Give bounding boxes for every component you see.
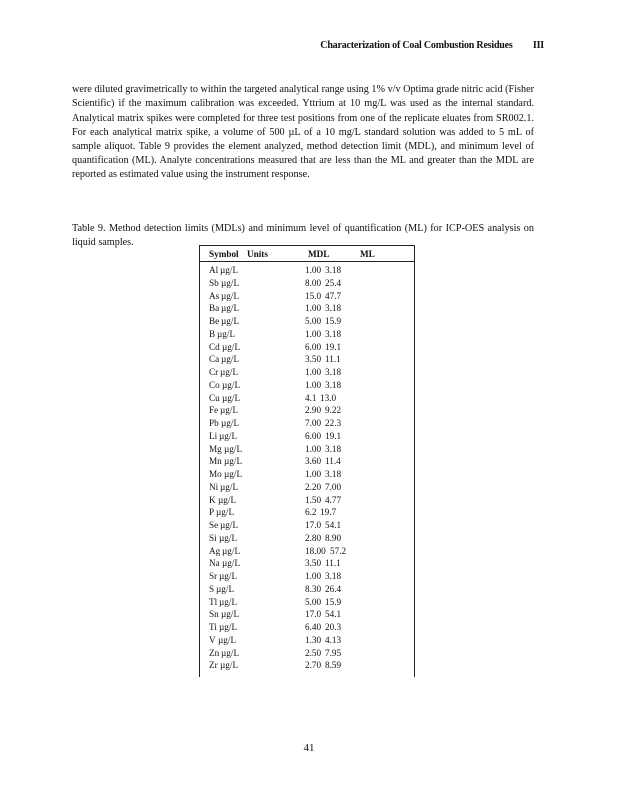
cell-mdl: 1.00 <box>305 367 322 377</box>
cell-symbol: S <box>209 583 215 594</box>
cell-mdl: 1.00 <box>305 265 322 275</box>
table-row <box>200 494 414 507</box>
cell-symbol: Mn <box>209 456 222 467</box>
cell-symbol: Ni <box>209 481 219 492</box>
cell-units: µg/L <box>216 583 235 594</box>
table-row <box>200 608 414 621</box>
cell-ml: 3.18 <box>325 367 342 377</box>
cell-ml: 3.18 <box>325 328 342 339</box>
cell-symbol: Zn <box>209 647 220 658</box>
cell-ml: 3.18 <box>325 303 342 314</box>
cell-units: µg/L <box>217 328 236 339</box>
cell-symbol: Cr <box>209 367 219 377</box>
cell-mdl: 5.00 <box>305 596 322 607</box>
cell-ml: 20.3 <box>325 622 342 632</box>
cell-units: µg/L <box>222 558 241 569</box>
header-part: III <box>532 40 544 51</box>
table-row <box>200 519 414 532</box>
table-row <box>200 290 414 303</box>
cell-mdl: 2.90 <box>305 405 322 416</box>
cell-symbol: K <box>209 494 216 505</box>
cell-mdl: 1.50 <box>305 494 322 505</box>
cell-units: µg/L <box>221 303 240 314</box>
cell-symbol: Li <box>209 430 218 441</box>
cell-symbol: Ti <box>209 622 217 632</box>
table-row <box>200 455 414 468</box>
cell-units: µg/L <box>220 660 239 671</box>
cell-units: µg/L <box>220 520 239 530</box>
cell-symbol: Mg <box>209 443 222 454</box>
cell-units: µg/L <box>218 494 237 505</box>
table-row <box>200 430 414 443</box>
cell-ml: 3.18 <box>325 443 342 454</box>
cell-symbol: B <box>209 328 216 339</box>
cell-mdl: 1.00 <box>305 443 322 454</box>
cell-symbol: Cd <box>209 341 220 352</box>
table-row <box>200 621 414 634</box>
table-row <box>200 557 414 570</box>
table-row <box>200 277 414 290</box>
cell-mdl: 18.00 <box>305 545 326 556</box>
table-body <box>200 264 414 672</box>
cell-ml: 26.4 <box>325 583 342 594</box>
table-row <box>200 506 414 519</box>
cell-units: µg/L <box>219 596 238 607</box>
cell-ml: 9.22 <box>325 405 342 416</box>
cell-symbol: Sr <box>209 571 218 581</box>
table-row <box>200 341 414 354</box>
cell-symbol: Be <box>209 316 220 326</box>
table-row <box>200 570 414 583</box>
cell-mdl: 8.30 <box>305 583 322 594</box>
table-row <box>200 404 414 417</box>
cell-units: µg/L <box>220 265 239 275</box>
cell-ml: 15.9 <box>325 596 342 607</box>
cell-mdl: 2.20 <box>305 481 322 492</box>
cell-ml: 8.90 <box>325 532 342 543</box>
cell-units: µg/L <box>221 290 240 301</box>
cell-symbol: Tl <box>209 596 218 607</box>
cell-units: µg/L <box>220 481 239 492</box>
cell-units: µg/L <box>216 507 235 518</box>
cell-mdl: 1.30 <box>305 634 322 645</box>
table-row <box>200 328 414 341</box>
table-row <box>200 659 414 672</box>
cell-units: µg/L <box>221 316 240 326</box>
cell-mdl: 6.2 <box>305 507 317 518</box>
cell-mdl: 2.80 <box>305 532 322 543</box>
cell-units: µg/L <box>219 622 238 632</box>
cell-symbol: Pb <box>209 418 219 428</box>
cell-units: µg/L <box>219 571 238 581</box>
header-title: Characterization of Coal Combustion Residues <box>320 40 513 51</box>
cell-ml: 19.1 <box>325 341 342 352</box>
cell-symbol: Si <box>209 532 217 543</box>
cell-ml: 15.9 <box>325 316 342 326</box>
cell-mdl: 6.00 <box>305 430 322 441</box>
cell-ml: 19.7 <box>320 507 337 518</box>
cell-mdl: 6.00 <box>305 341 322 352</box>
cell-ml: 25.4 <box>325 277 342 288</box>
cell-ml: 22.3 <box>325 418 342 428</box>
table-row <box>200 302 414 315</box>
header-units: Units <box>247 249 268 259</box>
running-header <box>302 40 544 51</box>
cell-symbol: Zr <box>209 660 218 671</box>
cell-units: µg/L <box>220 405 239 416</box>
cell-ml: 47.7 <box>325 290 342 301</box>
cell-units: µg/L <box>222 545 241 556</box>
table-row <box>200 468 414 481</box>
cell-symbol: Co <box>209 379 220 390</box>
cell-units: µg/L <box>224 443 243 454</box>
cell-mdl: 1.00 <box>305 571 322 581</box>
cell-mdl: 6.40 <box>305 622 322 632</box>
table-row <box>200 417 414 430</box>
cell-ml: 11.1 <box>325 354 341 365</box>
cell-symbol: Cu <box>209 392 220 403</box>
cell-mdl: 8.00 <box>305 277 322 288</box>
cell-mdl: 15.0 <box>305 290 322 301</box>
cell-units: µg/L <box>224 469 243 479</box>
cell-ml: 8.59 <box>325 660 342 671</box>
cell-ml: 19.1 <box>325 430 342 441</box>
table-caption: Table 9. Method detection limits (MDLs) and minimum level of quantification (ML) for ICP-OES analysis on liquid samples. <box>72 223 534 248</box>
cell-ml: 3.18 <box>325 571 342 581</box>
cell-symbol: Se <box>209 520 219 530</box>
cell-units: µg/L <box>218 634 237 645</box>
cell-ml: 7.95 <box>325 647 342 658</box>
table-row <box>200 264 414 277</box>
cell-units: µg/L <box>224 456 243 467</box>
table-row <box>200 443 414 456</box>
cell-mdl: 1.00 <box>305 469 322 479</box>
table-header <box>200 246 414 262</box>
cell-mdl: 3.60 <box>305 456 322 467</box>
cell-ml: 11.4 <box>325 456 341 467</box>
cell-symbol: Ag <box>209 545 221 556</box>
cell-symbol: As <box>209 290 220 301</box>
table-row <box>200 481 414 494</box>
cell-ml: 3.18 <box>325 379 342 390</box>
cell-ml: 7.00 <box>325 481 342 492</box>
cell-mdl: 3.50 <box>305 558 322 569</box>
cell-mdl: 1.00 <box>305 328 322 339</box>
header-ml: ML <box>360 249 375 259</box>
cell-units: µg/L <box>222 392 241 403</box>
table-row <box>200 392 414 405</box>
cell-symbol: Na <box>209 558 220 569</box>
cell-mdl: 3.50 <box>305 354 322 365</box>
cell-mdl: 17.0 <box>305 520 322 530</box>
cell-mdl: 7.00 <box>305 418 322 428</box>
cell-units: µg/L <box>221 609 240 620</box>
header-symbol: Symbol <box>209 249 239 259</box>
table-row <box>200 353 414 366</box>
cell-symbol: Sb <box>209 277 219 288</box>
cell-units: µg/L <box>221 647 240 658</box>
table-row <box>200 647 414 660</box>
cell-mdl: 2.50 <box>305 647 322 658</box>
cell-symbol: Mo <box>209 469 222 479</box>
cell-symbol: Fe <box>209 405 219 416</box>
cell-symbol: Al <box>209 265 219 275</box>
mdl-table <box>199 245 415 677</box>
cell-units: µg/L <box>220 367 239 377</box>
page-number: 41 <box>303 742 315 754</box>
cell-mdl: 4.1 <box>305 392 317 403</box>
cell-units: µg/L <box>219 532 238 543</box>
cell-units: µg/L <box>222 341 241 352</box>
cell-symbol: Ca <box>209 354 220 365</box>
cell-units: µg/L <box>219 430 238 441</box>
table-row <box>200 532 414 545</box>
table-row <box>200 583 414 596</box>
table-row <box>200 634 414 647</box>
cell-ml: 4.13 <box>325 634 342 645</box>
cell-units: µg/L <box>221 354 240 365</box>
cell-mdl: 17.0 <box>305 609 322 620</box>
cell-ml: 3.18 <box>325 469 342 479</box>
cell-units: µg/L <box>222 379 241 390</box>
cell-symbol: Ba <box>209 303 220 314</box>
cell-ml: 13.0 <box>320 392 337 403</box>
cell-ml: 3.18 <box>325 265 342 275</box>
cell-symbol: Sn <box>209 609 219 620</box>
cell-units: µg/L <box>221 277 240 288</box>
cell-mdl: 1.00 <box>305 379 322 390</box>
table-row <box>200 545 414 558</box>
table-row <box>200 379 414 392</box>
cell-mdl: 1.00 <box>305 303 322 314</box>
cell-units: µg/L <box>221 418 240 428</box>
cell-ml: 11.1 <box>325 558 341 569</box>
cell-symbol: V <box>209 634 216 645</box>
cell-ml: 57.2 <box>330 545 347 556</box>
table-row <box>200 366 414 379</box>
cell-ml: 4.77 <box>325 494 342 505</box>
cell-ml: 54.1 <box>325 609 342 620</box>
cell-ml: 54.1 <box>325 520 342 530</box>
body-paragraph: were diluted gravimetrically to within the targeted analytical range using 1% v/v Optima grade nitric acid (Fisher Scientific) if the maximum calibration was exceeded. Yttrium at 10 mg/L was used as the internal standard. Analytical matrix spikes were completed for three test positions from one of the replicate eluates from SR002.1. For each analytical matrix spike, a volume of 500 µL of a 10 mg/L standard solution was added to 5 mL of sample aliquot. Table 9 provides the element analyzed, method detection limit (MDL), and minimum level of quantification (ML). Analyte concentrations measured that are less than the ML and greater than the MDL are reported as estimated value using the instrument response. <box>72 84 534 181</box>
header-mdl: MDL <box>308 249 330 259</box>
cell-mdl: 5.00 <box>305 316 322 326</box>
table-row <box>200 315 414 328</box>
cell-mdl: 2.70 <box>305 660 322 671</box>
table-row <box>200 596 414 609</box>
cell-symbol: P <box>209 507 215 518</box>
